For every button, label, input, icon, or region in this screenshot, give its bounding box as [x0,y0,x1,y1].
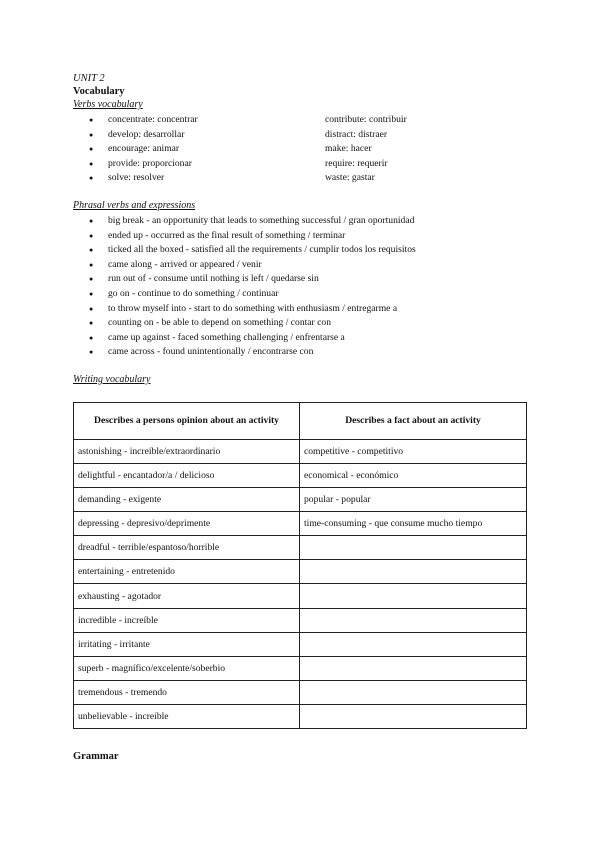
table-cell [300,704,527,728]
list-item: ● concentrate: concentrar [73,113,309,128]
table-cell [300,608,527,632]
fact-column-header: Describes a fact about an activity [300,402,527,439]
opinion-column-header: Describes a persons opinion about an activity [74,402,300,439]
table-row [74,464,527,488]
table-row [74,439,527,463]
table-row [74,584,527,608]
writing-heading: Writing vocabulary [73,373,151,385]
list-item: contribute: contribuir [325,114,407,125]
table-cell: economical - económico [300,464,527,488]
writing-vocabulary-table [73,402,527,729]
list-item: ● run out of - consume until nothing is left / quedarse sin [73,272,533,287]
table-row [74,560,527,584]
list-item: ● came across - found unintentionally / encontrarse con [73,345,533,360]
table-cell [300,632,527,656]
table-row [74,536,527,560]
table-cell: tremendous - tremendo [74,680,300,704]
grammar-heading: Grammar [73,751,119,762]
list-item: ● came along - arrived or appeared / venir [73,258,533,273]
table-row [74,680,527,704]
table-cell: exhausting - agotador [74,584,300,608]
phrasal-list [73,214,533,360]
table-cell [300,536,527,560]
list-item: ● solve: resolver [73,171,309,186]
table-cell: entertaining - entretenido [74,560,300,584]
verbs-heading: Verbs vocabulary [73,99,143,110]
table-cell: depressing - depresivo/deprimente [74,512,300,536]
list-item: distract: distraer [325,128,388,140]
table-cell [300,560,527,584]
list-item: ● ended up - occurred as the final result of something / terminar [73,229,533,244]
phrasal-heading: Phrasal verbs and expressions [73,199,196,211]
table-row [74,512,527,536]
list-item: require: requerir [325,157,388,169]
list-item: make: hacer [325,143,372,155]
table-cell: dreadful - terrible/espantoso/horrible [74,536,300,560]
list-item: ● provide: proporcionar [73,157,309,172]
list-item: ● encourage: animar [73,142,309,157]
table-cell: astonishing - increíble/extraordinario [74,439,300,463]
table-cell [300,680,527,704]
table-cell [300,584,527,608]
table-cell: superb - magnífico/excelente/soberbio [74,656,300,680]
table-row [74,704,527,728]
table-cell: incredible - increíble [74,608,300,632]
document-page [73,72,533,729]
list-item: waste: gastar [325,172,375,184]
list-item: ● came up against - faced something challenging / enfrentarse a [73,331,533,346]
table-row [74,488,527,512]
verbs-list [73,113,533,186]
table-cell: unbelievable - increíble [74,704,300,728]
table-header-row [74,402,527,439]
table-cell: time-consuming - que consume mucho tiempo [300,512,527,536]
table-cell: popular - popular [300,488,527,512]
table-row [74,656,527,680]
list-item: ● ticked all the boxed - satisfied all the requirements / cumplir todos los requisitos [73,243,533,258]
table-cell: competitive - competitivo [300,439,527,463]
table-cell: delightful - encantador/a / delicioso [74,464,300,488]
table-cell: irritating - irritante [74,632,300,656]
vocabulary-heading: Vocabulary [73,86,125,97]
table-cell: demanding - exigente [74,488,300,512]
table-cell [300,656,527,680]
list-item: ● develop: desarrollar [73,128,309,143]
list-item: ● counting on - be able to depend on something / contar con [73,316,533,331]
list-item: ● big break - an opportunity that leads to something successful / gran oportunidad [73,214,533,229]
list-item: ● to throw myself into - start to do something with enthusiasm / entregarme a [73,302,533,317]
list-item: ● go on - continue to do something / continuar [73,287,533,302]
table-row [74,608,527,632]
table-row [74,632,527,656]
unit-title: UNIT 2 [73,73,105,84]
